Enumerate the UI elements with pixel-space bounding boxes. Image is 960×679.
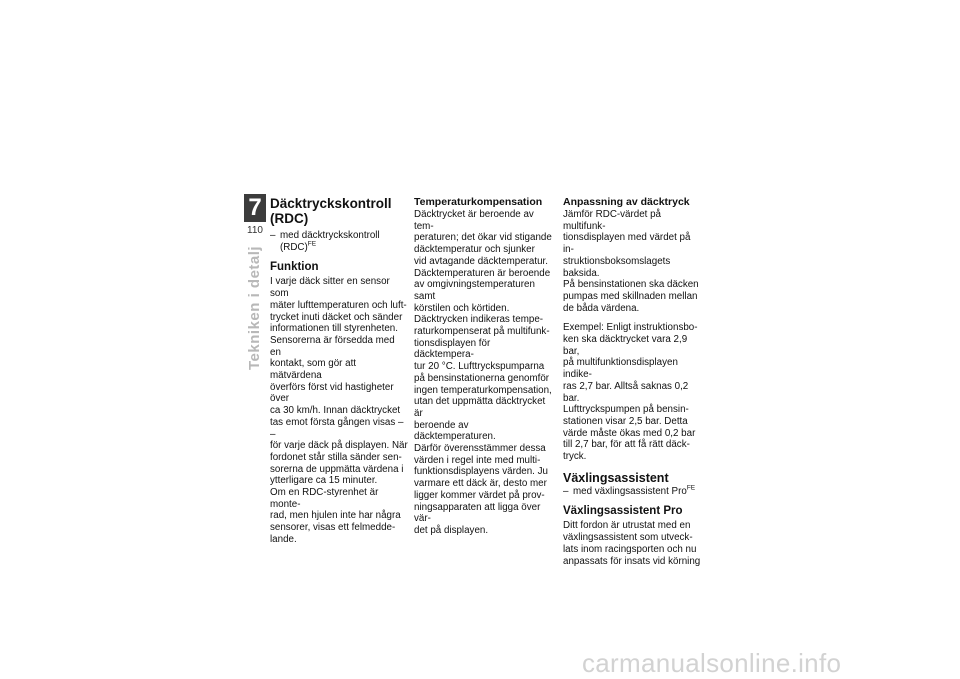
equipment-sup: FE [307, 240, 317, 248]
section-heading-shift-assistant: Växlingsassistent [563, 470, 669, 485]
chapter-side-title: Tekniken i detalj [246, 245, 263, 370]
equipment-note-shift [563, 486, 701, 498]
column-2 [414, 196, 552, 537]
body-example: Exempel: Enligt instruktionsbo- ken ska däcktrycket vara 2,9 bar, på multifunktionsdisplayen indike- ras 2,7 bar. Alltså saknas 0,2 bar. Lufttryckspumpen på bensin- stationen visar 2,5 bar. Detta värde måste ökas med 0,2 bar till 2,7 bar, för att få rätt däck- tryck. [563, 322, 698, 463]
section-heading-rdc: Däcktryckskontroll (RDC) [270, 196, 392, 226]
section-heading-adjustment: Anpassning av däcktryck [563, 196, 690, 208]
page-number: 110 [247, 225, 263, 236]
body-temperature: Däcktrycket är beroende av tem- peraturen; det ökar vid stigande däcktemperatur och sjunker vid avtagande däcktemperatur. Däcktemperaturen är beroende av omgivningstemperaturen samt körstilen och körtiden. Däcktrycken indikeras tempe- raturkompenserat på multifunk- tionsdisplayen för däcktempera- tur 20 °C. Lufttryckspumparna på bensinstationerna genomför ingen temperaturkompensation, utan det uppmätta däcktrycket är beroende av däcktemperaturen. Därför överensstämmer dessa värden i regel inte med multi- funktionsdisplayens värden. Ju varmare ett däck är, desto mer ligger kommer värdet på prov- ningsapparaten att ligga över vär- det på displayen. [414, 209, 552, 536]
column-1 [270, 196, 408, 546]
equipment-note-rdc [270, 230, 408, 253]
body-shift-assistant: Ditt fordon är utrustat med en växlingsassistent som utveck- lats inom racingsporten och nu anpassats för insats vid körning [563, 520, 701, 567]
equipment-sup: FE [686, 484, 696, 492]
subheading-shift-assistant-pro: Växlingsassistent Pro [563, 505, 683, 518]
watermark: carmanualsonline.info [582, 648, 842, 678]
equipment-note-text: med växlingsassistent Pro [573, 485, 687, 497]
body-adjustment: Jämför RDC-värdet på multifunk- tionsdisplayen med värdet på in- struktionsboksomslagets baksida. På bensinstationen ska däcken pumpas med skillnaden mellan de båda värdena. [563, 209, 699, 314]
dash-bullet: – [270, 230, 276, 241]
column-3 [563, 196, 701, 567]
dash-bullet: – [563, 485, 569, 497]
body-funktion: I varje däck sitter en sensor som mäter lufttemperaturen och luft- trycket inuti däcket och sänder informationen till styrenheten. Sensorerna är försedda med en kontakt, som gör att mätvärdena överförs först vid hastigheter över ca 30 km/h. Innan däcktrycket tas emot första gången visas – – för varje däck på displayen. När fordonet står stilla sänder sen- sorerna de uppmätta värdena i ytterligare ca 15 minuter. Om en RDC-styrenhet är monte- rad, men hjulen inte har några sensorer, visas ett felmedde- lande. [270, 276, 408, 545]
chapter-number: 7 [244, 194, 266, 222]
equipment-note-text: med däcktryckskontroll (RDC) [280, 230, 380, 253]
subheading-funktion: Funktion [270, 261, 319, 274]
section-heading-temperature: Temperaturkompensation [414, 196, 543, 208]
